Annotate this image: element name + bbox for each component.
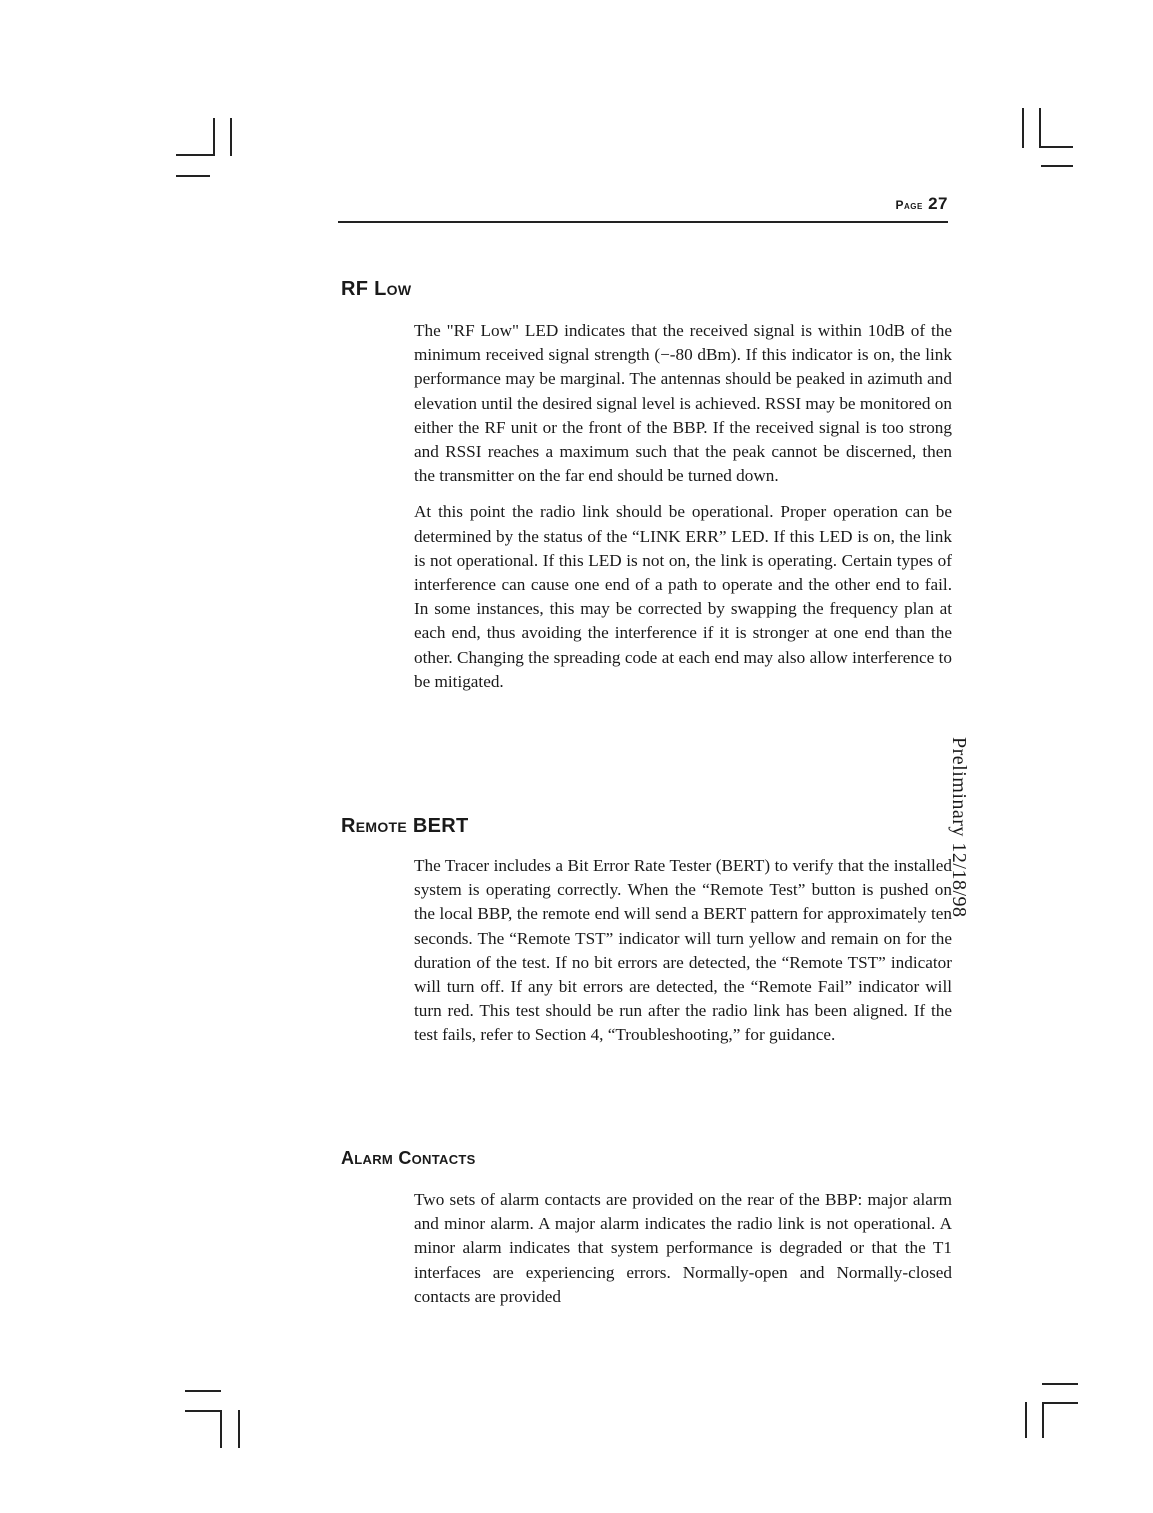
page-number-value: 27	[928, 194, 948, 213]
crop-mark-bl-vertical-2	[238, 1410, 240, 1448]
header-rule	[338, 221, 948, 223]
crop-mark-bl-horizontal-2	[185, 1410, 221, 1412]
crop-mark-tr-horizontal	[1039, 146, 1073, 148]
section-body-alarm-contacts	[414, 1188, 952, 1321]
crop-mark-tl-vertical-2	[230, 118, 232, 156]
section-heading-alarm-contacts: Alarm Contacts	[341, 1148, 476, 1168]
section-heading-remote-bert: Remote BERT	[341, 815, 469, 837]
paragraph: At this point the radio link should be operational. Proper operation can be determined by the status of the “LINK ERR” LED. If this LED is on, the link is not operational. If this LED is not on, the link is operating. Certain types of interference can cause one end of a path to operate and the other end to fail. In some instances, this may be corrected by swapping the frequency plan at each end, thus avoiding the interference if it is stronger at one end than the other. Changing the spreading code at each end may also allow interference to be mitigated.	[414, 502, 952, 691]
section-body-remote-bert	[414, 854, 952, 1060]
section-body-rf-low	[414, 319, 952, 706]
crop-mark-tr-vertical	[1022, 108, 1024, 148]
crop-mark-tl-horizontal-2	[176, 175, 210, 177]
paragraph: The "RF Low" LED indicates that the received signal is within 10dB of the minimum received signal strength (−-80 dBm). If this indicator is on, the link performance may be marginal. The antennas should be peaked in azimuth and elevation until the desired signal level is achieved. RSSI may be monitored on either the RF unit or the front of the BBP. If the received signal is too strong and RSSI reaches a maximum such that the peak cannot be discerned, then the transmitter on the far end should be turned down.	[414, 321, 952, 486]
crop-mark-tr-horizontal-2	[1041, 165, 1073, 167]
crop-mark-br-horizontal	[1042, 1383, 1078, 1385]
crop-mark-bl-vertical	[220, 1410, 222, 1448]
crop-mark-tl-horizontal	[176, 154, 214, 156]
preliminary-sidebar-note	[928, 737, 978, 937]
paragraph: The Tracer includes a Bit Error Rate Tester (BERT) to verify that the installed system is operating correctly. When the “Remote Test” button is pushed on the local BBP, the remote end will send a BERT pattern for approximately ten seconds. The “Remote TST” indicator will turn yellow and remain on for the duration of the test. If no bit errors are detected, the “Remote TST” indicator will turn off. If any bit errors are detected, the “Remote Fail” indicator will turn red. This test should be run after the radio link has been aligned. If the test fails, refer to Section 4, “Troubleshooting,” for guidance.	[414, 856, 952, 1045]
paragraph: Two sets of alarm contacts are provided on the rear of the BBP: major alarm and minor alarm. A major alarm indicates the radio link is not operational. A minor alarm indicates that system performance is degraded or that the T1 interfaces are experiencing errors. Normally-open and Normally-closed contacts are provided	[414, 1190, 952, 1306]
crop-mark-tr-vertical-2	[1039, 108, 1041, 148]
crop-mark-tl-vertical	[213, 118, 215, 156]
crop-mark-br-vertical	[1025, 1402, 1027, 1438]
page-number	[896, 194, 949, 214]
crop-mark-br-vertical-2	[1042, 1402, 1044, 1438]
section-heading-rf-low: RF Low	[341, 278, 412, 300]
crop-mark-bl-horizontal	[185, 1390, 221, 1392]
crop-mark-br-horizontal-2	[1042, 1402, 1078, 1404]
preliminary-date-text: Preliminary 12/18/98	[948, 737, 970, 918]
page-number-label: Page	[895, 198, 923, 212]
